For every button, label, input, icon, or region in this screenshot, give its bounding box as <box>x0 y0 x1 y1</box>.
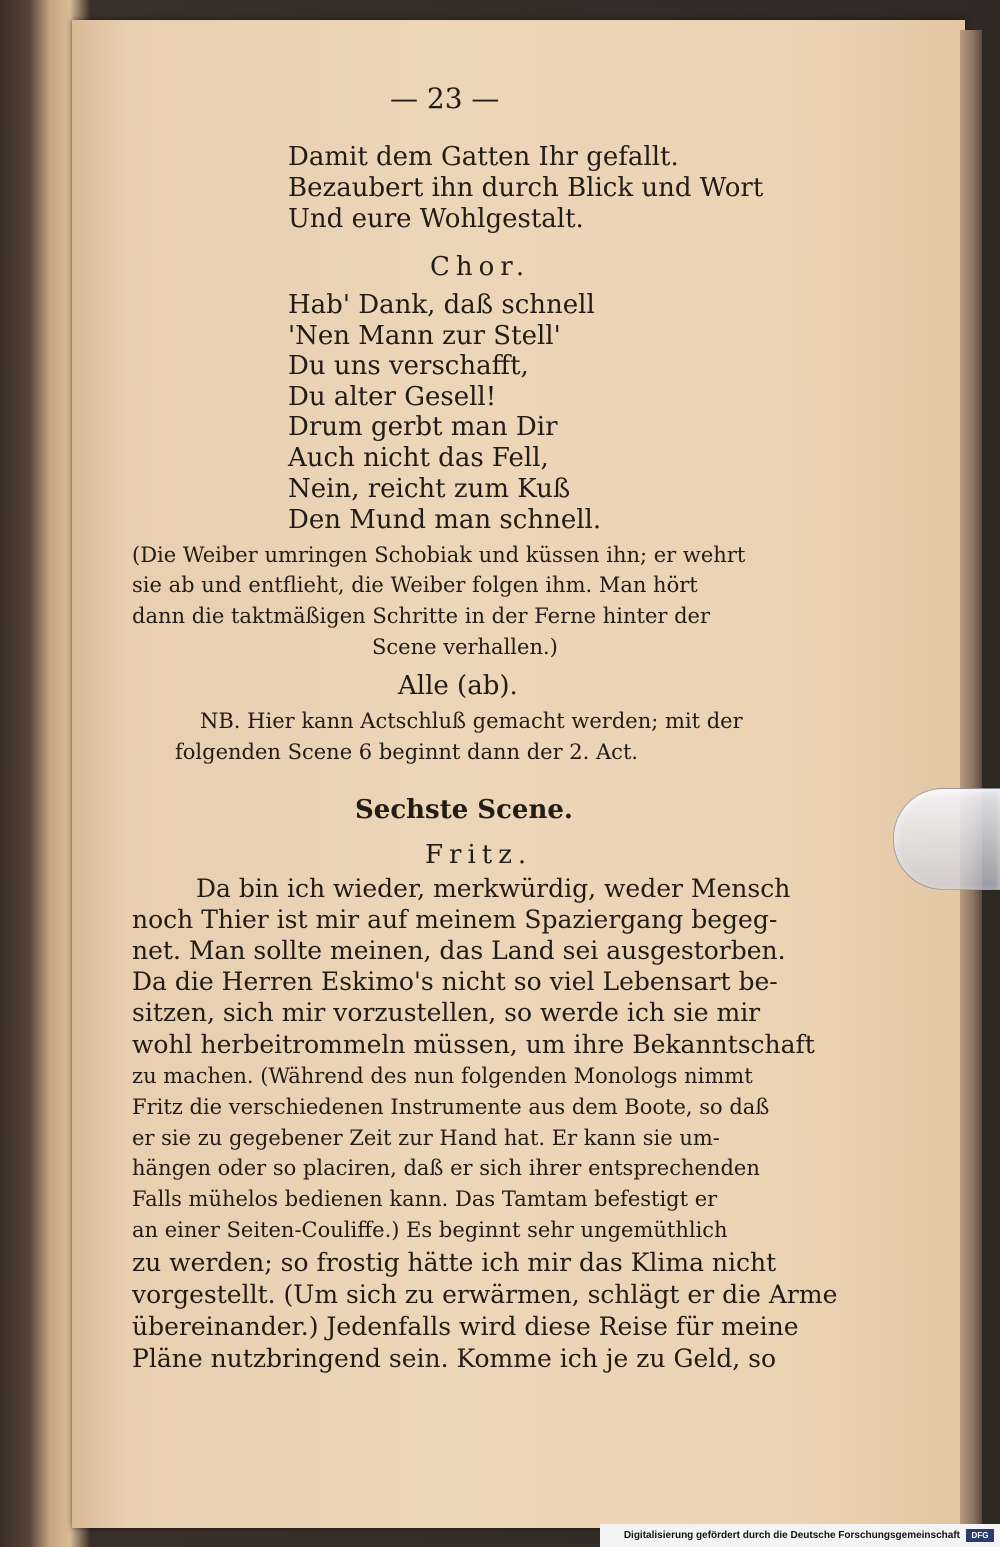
monologue-line: zu werden; so frostig hätte ich mir das Klima nicht <box>132 1248 777 1277</box>
page-edge <box>960 30 982 1530</box>
monologue-line: wohl herbeitrommeln müssen, um ihre Bekanntschaft <box>132 1030 815 1059</box>
monologue-line: Pläne nutzbringend sein. Komme ich je zu Geld, so <box>132 1344 777 1373</box>
monologue-line: Da die Herren Eskimo's nicht so viel Lebensart be- <box>132 967 778 996</box>
exit-direction: Alle (ab). <box>398 671 518 701</box>
scene-heading: Sechste Scene. <box>355 795 573 825</box>
stage-direction-line: sie ab und entflieht, die Weiber folgen ihm. Man hört <box>132 573 698 597</box>
verse-line: Den Mund man schnell. <box>288 505 602 535</box>
monologue-line: Fritz die verschiedenen Instrumente aus dem Boote, so daß <box>132 1095 770 1119</box>
stage-direction-line: dann die taktmäßigen Schritte in der Ferne hinter der <box>132 604 711 628</box>
monologue-line: an einer Seiten-Couliffe.) Es beginnt sehr ungemüthlich <box>132 1218 728 1242</box>
footer-text: Digitalisierung gefördert durch die Deutsche Forschungsgemeinschaft <box>623 1530 960 1541</box>
dfg-logo: DFG <box>966 1529 994 1542</box>
page-clip <box>893 788 1000 890</box>
verse-line: Bezaubert ihn durch Blick und Wort <box>288 173 764 203</box>
verse-line: Und eure Wohlgestalt. <box>288 204 584 234</box>
verse-line: Damit dem Gatten Ihr gefallt. <box>288 142 679 172</box>
note-line: NB. Hier kann Actschluß gemacht werden; mit der <box>200 709 743 733</box>
speaker-fritz: Fritz. <box>425 840 533 870</box>
page-number: — 23 — <box>390 82 500 115</box>
verse-line: Du uns verschafft, <box>288 351 529 381</box>
stage-direction-line: (Die Weiber umringen Schobiak und küssen ihn; er wehrt <box>132 543 746 567</box>
digitization-footer <box>600 1524 1000 1547</box>
monologue-line: hängen oder so placiren, daß er sich ihrer entsprechenden <box>132 1156 760 1180</box>
monologue-line: vorgestellt. (Um sich zu erwärmen, schlägt er die Arme <box>132 1280 838 1309</box>
speaker-chor: Chor. <box>430 252 531 282</box>
monologue-line: Da bin ich wieder, merkwürdig, weder Mensch <box>196 874 791 903</box>
monologue-line: net. Man sollte meinen, das Land sei ausgestorben. <box>132 936 786 965</box>
note-line: folgenden Scene 6 beginnt dann der 2. Act. <box>175 740 639 764</box>
verse-line: Auch nicht das Fell, <box>288 443 549 473</box>
verse-line: Nein, reicht zum Kuß <box>288 474 571 504</box>
verse-line: Drum gerbt man Dir <box>288 412 558 442</box>
monologue-line: noch Thier ist mir auf meinem Spaziergang begeg- <box>132 905 778 934</box>
stage-direction-line: Scene verhallen.) <box>372 635 558 659</box>
monologue-line: er sie zu gegebener Zeit zur Hand hat. Er kann sie um- <box>132 1126 720 1150</box>
verse-line: Hab' Dank, daß schnell <box>288 290 595 320</box>
monologue-line: übereinander.) Jedenfalls wird diese Reise für meine <box>132 1312 799 1341</box>
monologue-line: Falls mühelos bedienen kann. Das Tamtam befestigt er <box>132 1187 718 1211</box>
verse-line: Du alter Gesell! <box>288 382 497 412</box>
monologue-line: sitzen, sich mir vorzustellen, so werde ich sie mir <box>132 998 761 1027</box>
monologue-line: zu machen. (Während des nun folgenden Monologs nimmt <box>132 1064 753 1088</box>
verse-line: 'Nen Mann zur Stell' <box>288 321 561 351</box>
